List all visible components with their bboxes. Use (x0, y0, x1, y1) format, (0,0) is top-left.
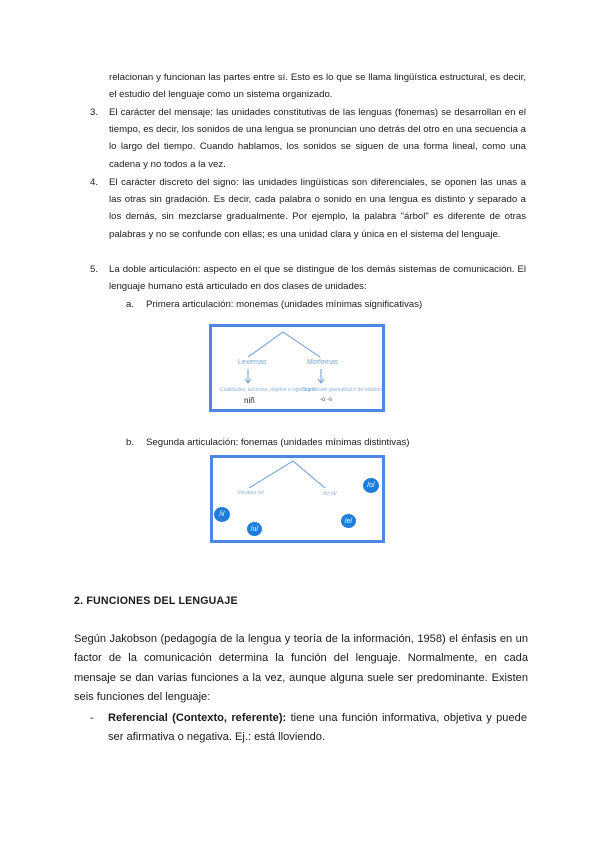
list-item-4: El carácter discreto del signo: las unidades lingüísticas son diferenciales, se oponen las unas a las otras sin gradación. Es decir, cada palabra o sonido en una lengua es distinto y separado a los demás, sin mezclarse gradualmente. Por ejemplo, la palabra "árbol" es diferente de otras palabras y no se confunde con ellas; es una unidad clara y única en el sistema del lenguaje. (109, 177, 526, 240)
bullet-dash: - (90, 712, 94, 724)
phoneme-circle: /i/ (214, 507, 230, 522)
morfema-example: -o -s (320, 397, 332, 403)
sublist-letter: b. (126, 437, 135, 448)
lexemas-label: Lexemas (238, 359, 267, 366)
phoneme-circle: /o/ (363, 478, 379, 493)
phoneme-circle: /e/ (341, 514, 356, 528)
morfemas-label: Morfemas (307, 359, 339, 366)
phoneme-circle: /u/ (247, 522, 262, 536)
morfemas-note: Significado gramatical o de relación (303, 387, 382, 393)
sublist-item-a: Primera articulación: monemas (unidades mínimas significativas) (146, 299, 423, 310)
vowels-label: Vocales /ɐ/ (237, 490, 264, 496)
diagram-first-articulation (209, 324, 385, 412)
consonants-label: /b/ /d/ (323, 491, 337, 497)
lexemas-note: Cualidades, acciones, objetos o significado (220, 387, 316, 393)
diagram-second-articulation (210, 455, 385, 543)
section-heading: 2. FUNCIONES DEL LENGUAJE (74, 595, 238, 607)
diagram-lines (213, 458, 382, 540)
sublist-letter: a. (126, 299, 135, 310)
bullet-item-referencial (108, 709, 527, 748)
lexema-example: niñ (244, 396, 255, 405)
bullet-text: tiene una función informativa, objetiva y puede ser afirmativa o negativa. Ej.: está lloviendo. (108, 712, 527, 744)
section-paragraph: Según Jakobson (pedagogía de la lengua y teoría de la información, 1958) el énfasis en un factor de la comunicación determina la función del lenguaje. Normalmente, en cada mensaje se dan varias funciones a la vez, aunque alguna suele ser predominante. Existen seis funciones del lenguaje: (74, 633, 528, 704)
list-number: 4. (90, 177, 99, 188)
diagram-lines (212, 327, 382, 409)
list-item-5: La doble articulación: aspecto en el que se distingue de los demás sistemas de comunicación. El lenguaje humano está articulado en dos clases de unidades: (109, 264, 526, 293)
list-item-3: El carácter del mensaje: las unidades constitutivas de las lenguas (fonemas) se desarrollan en el tiempo, es decir, los sonidos de una lengua se pronuncian uno detrás del otro en una secuencia a lo largo del tiempo. Cuando hablamos, los sonidos se siguen de una forma lineal, como una cadena y no todos a la vez. (109, 107, 526, 170)
sublist-item-b: Segunda articulación: fonemas (unidades mínimas distintivas) (146, 437, 410, 448)
item-2-continuation: relacionan y funcionan las partes entre sí. Esto es lo que se llama lingüística estructural, es decir, el estudio del lenguaje como un sistema organizado. (109, 72, 526, 101)
list-number: 5. (90, 264, 99, 275)
bullet-term: Referencial (Contexto, referente): (108, 712, 287, 724)
list-number: 3. (90, 107, 99, 118)
